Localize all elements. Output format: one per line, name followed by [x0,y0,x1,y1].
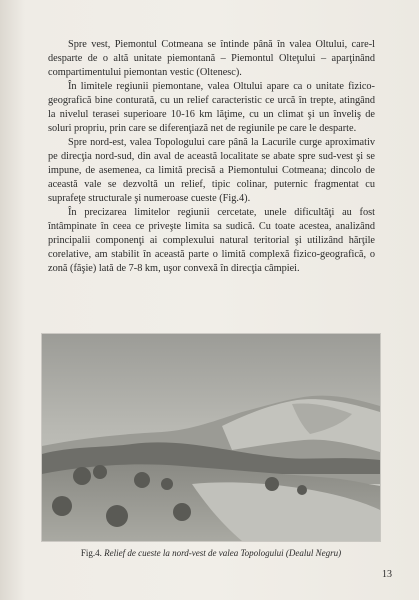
paragraph: În precizarea limitelor regiunii cercetate, unele dificultăţi au fost întâmpinate în ceea ce priveşte limita sa sudică. Cu toate acestea, analizând principalii componenţi ai complexului natural teritorial şi utilizând hărţile corelative, am stabilit în această parte o limită complexă fizico-geografică, o zonă (făşie) lată de 7-8 km, uşor convexă în direcţia câmpiei. [48,207,375,274]
paragraph: Spre nord-est, valea Topologului care până la Lacurile curge aproximativ pe direcţia nord-sud, din aval de această localitate se abate spre sud-vest şi se impune, de asemenea, ca limită precisă a Piemontului Cotmeana; dincolo de această vale se dezvoltă un relief, tipic colinar, puternic fragmentat cu suprafeţe structurale şi numeroase cueste (Fig.4). [48,137,375,204]
paragraph: Spre vest, Piemontul Cotmeana se întinde până în valea Oltului, care-l desparte de o altă unitate piemontană – Piemontul Olteţului – aparţinând compartimentului piemontan vestic (Oltenesc). [48,39,375,78]
body-text [48,38,375,276]
figure-caption [42,548,380,558]
landscape-photo [42,334,380,541]
paragraph: În limitele regiunii piemontane, valea Oltului apare ca o unitate fizico-geografică bine conturată, cu un relief caracteristic ce urcă în trepte, atingând la nivelul terasei superioare 10-16 km lăţime, cu un climat şi un înveliş de soluri propriu, prin care se diferenţiază net de regiunile pe care le desparte. [48,81,375,134]
figure-label: Fig.4. [80,548,102,558]
page-number: 13 [382,569,392,580]
figure-caption-text: Relief de cueste la nord-vest de valea Topologului (Dealul Negru) [104,548,342,558]
